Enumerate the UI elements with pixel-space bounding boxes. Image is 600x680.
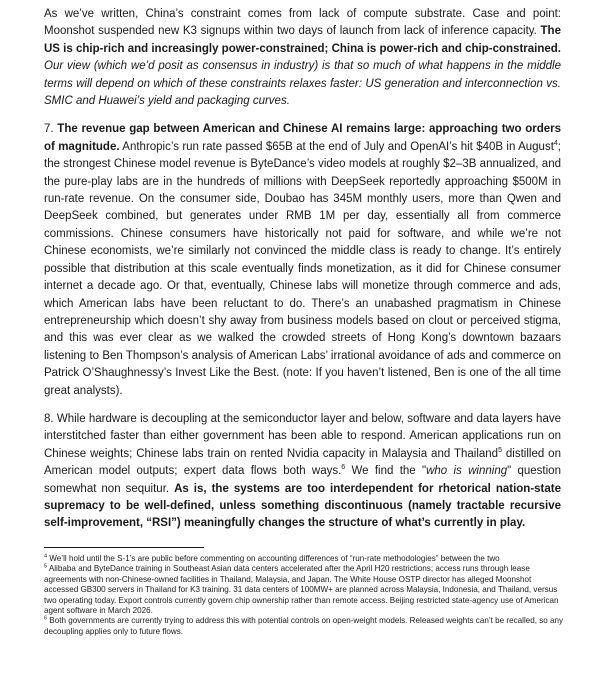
- bold-heading: The revenue gap between American and Chinese AI remains large: approaching two orders of magnitude.: [44, 123, 561, 153]
- italic-view: Our view (which we’d posit as consensus in industry) is that so much of what happens in the middle terms will depend on which of these constraints relaxes faster: US generation and interconnection vs. SMIC and Huawei’s yield and packaging curves.: [44, 60, 561, 108]
- paragraph-text-cont3: " question somewhat non sequitur.: [44, 465, 561, 495]
- paragraph-text: As we’ve written, China’s constraint comes from lack of compute substrate. Case and point: Moonshot suspended new K3 signups within two days of launch from lack of inference capacity.: [44, 8, 561, 38]
- paragraph-text: Anthropic’s run rate passed $65B at the end of July and OpenAI’s hit $40B in August: [122, 140, 554, 153]
- footnote-ref-5[interactable]: 5: [498, 446, 502, 454]
- footnote-ref-6[interactable]: 6: [341, 464, 346, 472]
- footnotes-section: [44, 547, 564, 637]
- footnote-6: [44, 616, 564, 637]
- document-body: [44, 6, 561, 544]
- paragraph-text-cont2: We find the ": [345, 465, 427, 478]
- footnote-text: Both governments are currently trying to address this with potential controls on open-weight models. Released weights can’t be recalled, so any decoupling applies only to future flows.: [44, 616, 564, 636]
- paragraph-revenue-gap: [44, 121, 561, 400]
- footnote-text: Alibaba and ByteDance training in Southeast Asian data centers accelerated after the April H20 restrictions; access runs through lease agreements with non-Chinese-owned facilities in Thailand, Malaysia, and Japan. The White House OSTP director has alleged Moonshot accessed GB300 servers in Thailand for K3 training. 31 data centers of 100MW+ are planned across Malaysia, Indonesia, and Thailand, versus two operating today. Export controls currently govern chip ownership rather than remote access. Beijing restricted state-agency use of American agent software in March 2026.: [44, 564, 559, 616]
- footnote-ref-4[interactable]: 4: [553, 140, 558, 148]
- footnote-number: 4: [44, 553, 48, 560]
- list-number: 7.: [44, 123, 54, 136]
- bold-statement: The US is chip-rich and increasingly power-constrained; China is power-rich and chip-constrained.: [44, 25, 561, 55]
- paragraph-decoupling: [44, 411, 561, 533]
- footnote-5: [44, 564, 564, 616]
- italic-quote: who is winning: [426, 465, 508, 478]
- footnote-4: [44, 554, 564, 564]
- paragraph-text-cont: ; the strongest Chinese model revenue is ByteDance’s video models at roughly $2–3B annualized, and the pure-play labs are in the hundreds of millions with DeepSeek reportedly approaching $500M in run-rate revenue. On the consumer side, Doubao has 345M monthly users, more than Qwen and DeepSeek combined, but generates under RMB 1M per day, essentially all from commerce commissions. Chinese consumers have historically not paid for software, and while we’re not Chinese economists, we’re similarly not convinced the middle class is ready to change. It’s entirely possible that distribution at this scale eventually finds monetization, as it did for Chinese consumer internet a decade ago. Or that, eventually, Chinese labs will monetize through commerce and ads, which American labs have been reluctant to do. There’s an unabashed pragmatism in Chinese entrepreneurship which doesn’t shy away from business models based on clout or perceived stigma, and this was ever clear as we walked the crowded streets of Hong Kong’s downtown bazaars listening to Ben Thompson’s analysis of American Labs’ irrational avoidance of ads and commerce on Patrick O’Shaughnessy’s Invest Like the Best. (note: If you haven’t listened, Ben is one of the all time great analysts).: [44, 140, 561, 397]
- footnote-number: 5: [44, 563, 48, 570]
- footnote-divider: [44, 547, 204, 548]
- paragraph-text: 8. While hardware is decoupling at the semiconductor layer and below, software and data layers have interstitched faster than either government has been able to respond. American applications run on Chinese weights; Chinese labs train on rented Nvidia capacity in Malaysia and Thailand: [44, 412, 561, 460]
- footnote-number: 6: [44, 615, 48, 622]
- bold-conclusion: As is, the systems are too interdependent for rhetorical nation-state supremacy to be well-defined, unless something discontinuous (namely tractable recursive self-improvement, “RSI”) meaningfully changes the structure of what’s currently in play.: [44, 482, 561, 530]
- paragraph-compute-constraint: [44, 6, 561, 110]
- paragraph-text-cont: distilled on American model outputs; expert data flows both ways.: [44, 447, 561, 478]
- footnote-text: We’ll hold until the S-1’s are public before commenting on accounting differences of “run-rate methodologies” between the two: [47, 554, 500, 563]
